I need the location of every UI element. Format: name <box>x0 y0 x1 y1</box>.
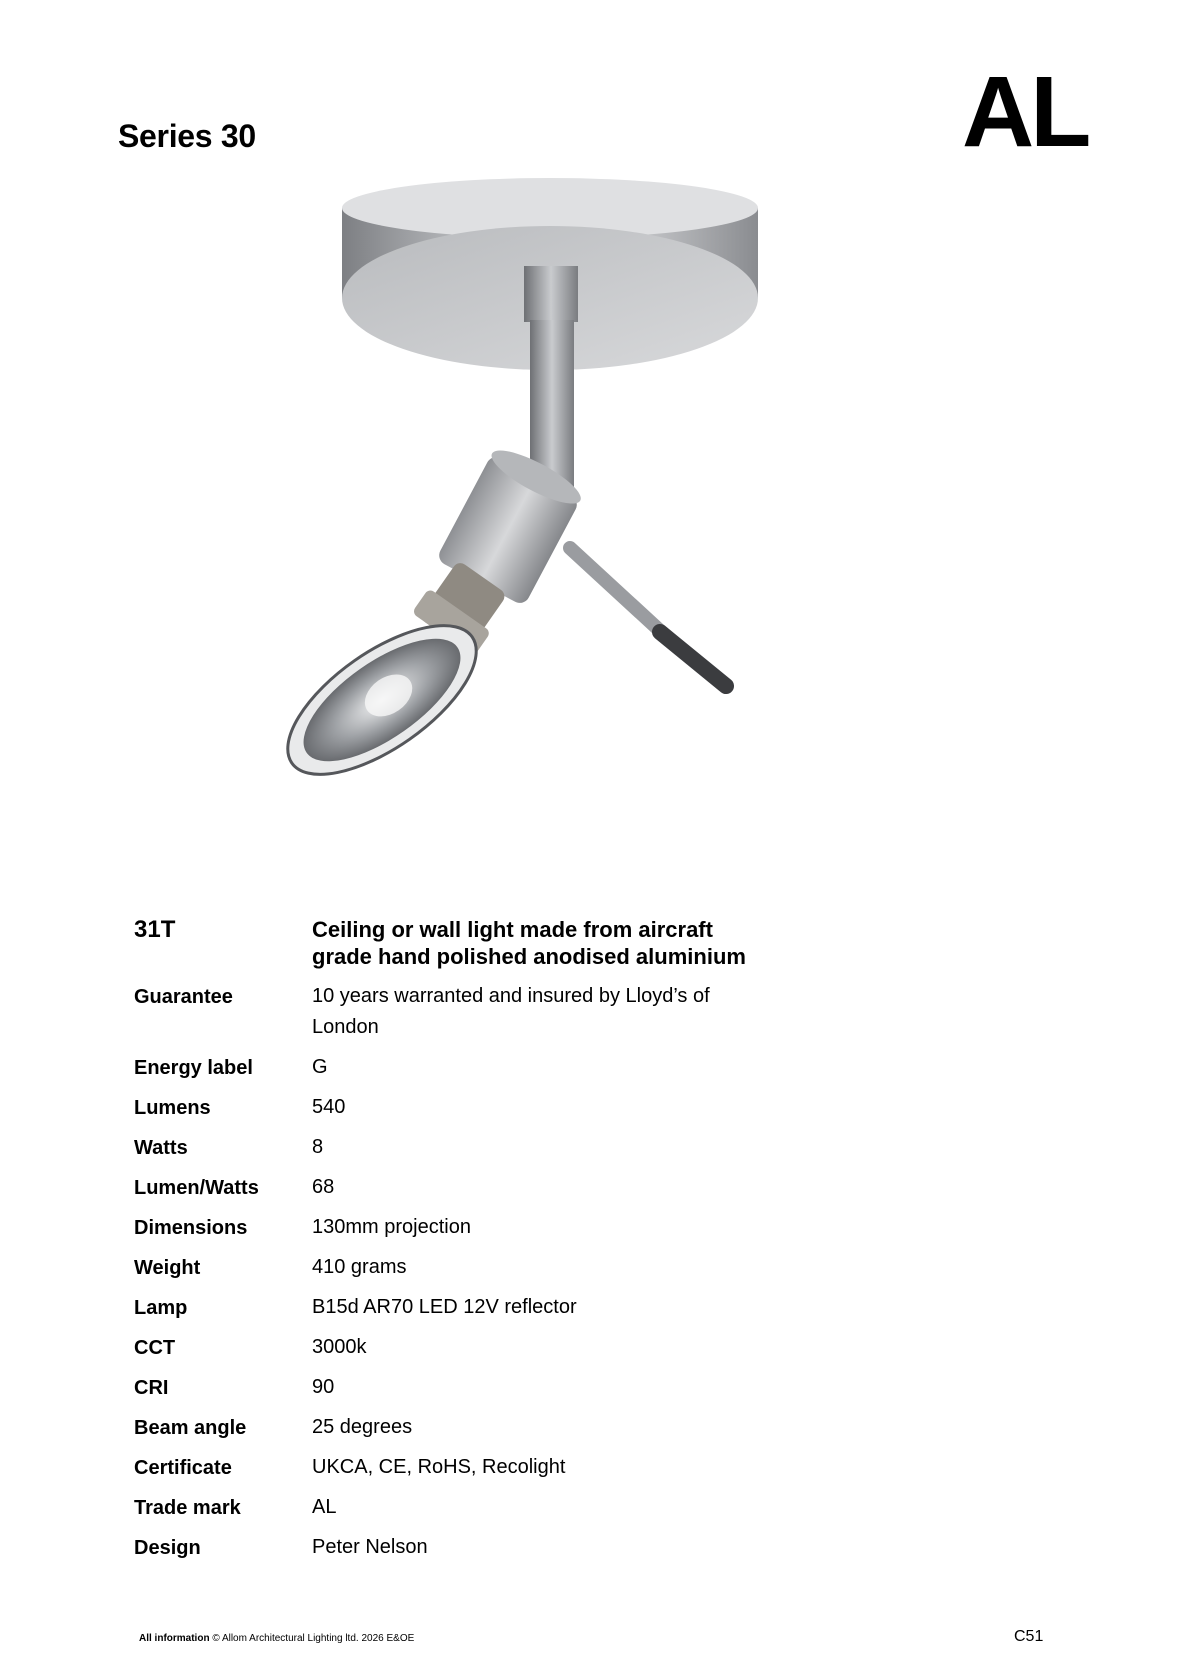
spec-row <box>134 1055 834 1083</box>
product-code: 31T <box>134 916 176 943</box>
brand-logo: AL <box>962 56 1088 168</box>
spec-label: Watts <box>134 1137 188 1159</box>
spec-row <box>134 1215 834 1243</box>
spec-label: Certificate <box>134 1457 232 1479</box>
spec-row <box>134 1335 834 1363</box>
product-header <box>134 916 834 970</box>
spec-label: Guarantee <box>134 986 233 1008</box>
spec-value: Peter Nelson <box>312 1536 428 1558</box>
spec-label: Trade mark <box>134 1497 241 1519</box>
spec-value: UKCA, CE, RoHS, Recolight <box>312 1456 566 1478</box>
spec-value: 25 degrees <box>312 1416 413 1438</box>
spec-value: 10 years warranted and insured by Lloyd’s of London <box>312 985 710 1038</box>
spec-label: Lamp <box>134 1297 188 1319</box>
spec-label: Lumens <box>134 1097 211 1119</box>
spec-row <box>134 1535 834 1563</box>
spec-label: Design <box>134 1537 201 1559</box>
spec-row <box>134 1455 834 1483</box>
spec-row <box>134 1415 834 1443</box>
footer-note <box>139 1633 414 1644</box>
spec-value: 410 grams <box>312 1256 407 1278</box>
spec-label: CRI <box>134 1377 169 1399</box>
spec-row <box>134 1095 834 1123</box>
spec-label: Weight <box>134 1257 201 1279</box>
spec-sheet <box>134 916 834 1575</box>
spec-row <box>134 1135 834 1163</box>
spec-row <box>134 1295 834 1323</box>
spec-row <box>134 984 834 1043</box>
series-title: Series 30 <box>118 118 256 154</box>
spec-row <box>134 1375 834 1403</box>
product-description: Ceiling or wall light made from aircraft grade hand polished anodised aluminium <box>312 917 746 969</box>
spec-label: Lumen/Watts <box>134 1177 259 1199</box>
spec-label: CCT <box>134 1337 176 1359</box>
spec-label: Dimensions <box>134 1217 248 1239</box>
spec-value: 130mm projection <box>312 1216 471 1238</box>
page-number: C51 <box>1014 1628 1044 1645</box>
spec-value: AL <box>312 1496 337 1518</box>
spec-value: G <box>312 1056 328 1078</box>
spec-label: Beam angle <box>134 1417 247 1439</box>
footer-note-bold: All information <box>139 1633 210 1644</box>
product-image <box>280 170 820 850</box>
spec-value: 3000k <box>312 1336 367 1358</box>
footer-note-text: © Allom Architectural Lighting ltd. 2026 E&OE <box>212 1633 415 1644</box>
spec-row <box>134 1255 834 1283</box>
spec-value: B15d AR70 LED 12V reflector <box>312 1296 577 1318</box>
spec-value: 68 <box>312 1176 335 1198</box>
spec-row <box>134 1175 834 1203</box>
spec-row <box>134 1495 834 1523</box>
spec-value: 540 <box>312 1096 346 1118</box>
spec-value: 90 <box>312 1376 335 1398</box>
spec-value: 8 <box>312 1136 324 1158</box>
spec-label: Energy label <box>134 1057 253 1079</box>
